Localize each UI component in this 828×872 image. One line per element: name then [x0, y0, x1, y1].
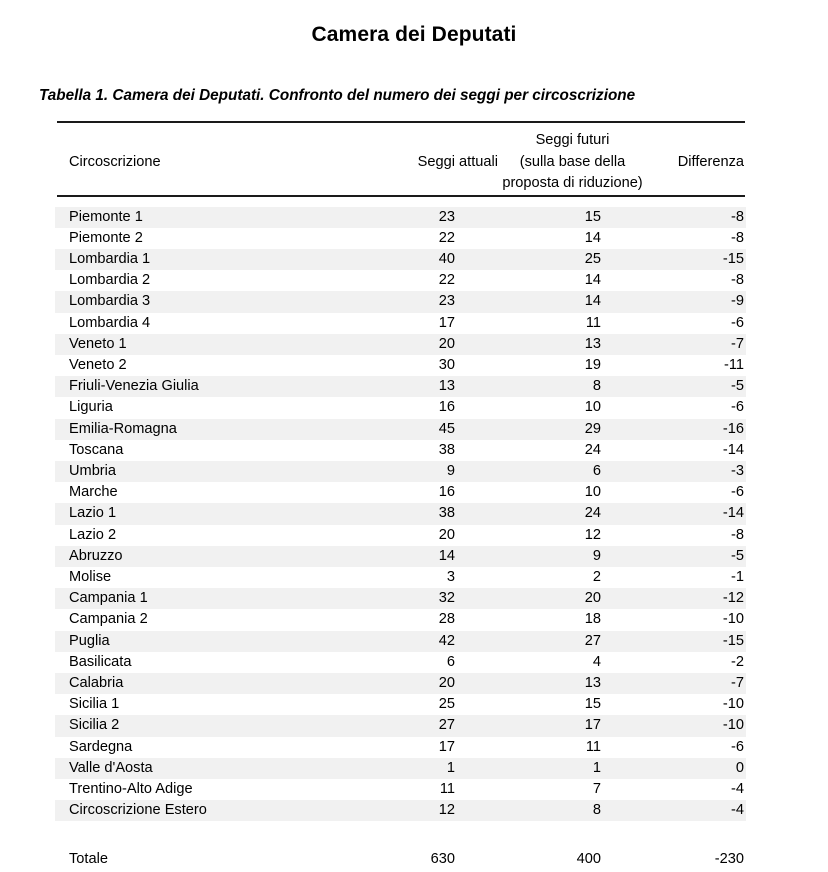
- cell-seggi-attuali: 32: [355, 588, 500, 609]
- cell-circoscrizione: Campania 1: [55, 588, 355, 609]
- cell-seggi-futuri: 6: [500, 461, 645, 482]
- cell-differenza: -14: [722, 441, 744, 458]
- table-row: [55, 503, 746, 524]
- table-row: [55, 482, 746, 503]
- cell-circoscrizione: Umbria: [55, 461, 355, 482]
- table-row: [55, 673, 746, 694]
- cell-seggi-futuri: 17: [500, 715, 645, 736]
- cell-differenza: -2: [731, 653, 744, 670]
- cell-seggi-futuri: 4: [592, 653, 601, 670]
- total-seggi-attuali: 630: [355, 846, 500, 872]
- cell-differenza: -6: [731, 314, 744, 331]
- cell-seggi-futuri: 13: [500, 334, 645, 355]
- header-name-blank-3: [55, 173, 355, 195]
- total-gap-cell: [55, 821, 746, 846]
- cell-seggi-attuali: 11: [439, 780, 455, 797]
- cell-seggi-attuali: 16: [438, 484, 455, 501]
- header-row-line2: [55, 152, 746, 174]
- cell-differenza: -10: [645, 715, 746, 736]
- cell-differenza: -5: [645, 376, 746, 397]
- header-row-line1: [55, 130, 746, 152]
- table-row: [55, 270, 746, 291]
- cell-circoscrizione: Veneto 2: [69, 356, 127, 373]
- total-gap-row: [55, 821, 746, 846]
- cell-differenza: -8: [645, 207, 746, 228]
- cell-seggi-futuri: 13: [500, 673, 645, 694]
- seats-table-body: [55, 197, 746, 872]
- cell-seggi-attuali: 30: [438, 356, 455, 373]
- header-future-line3: proposta di riduzione): [502, 175, 643, 191]
- table-row: [55, 291, 746, 312]
- header-future-line2: (sulla base della: [519, 153, 626, 170]
- cell-differenza: -12: [645, 588, 746, 609]
- cell-seggi-attuali: 3: [446, 568, 455, 585]
- cell-seggi-futuri: 25: [500, 249, 645, 270]
- cell-circoscrizione: Sardegna: [69, 738, 133, 755]
- cell-seggi-futuri: 10: [584, 484, 601, 501]
- cell-seggi-futuri: 24: [500, 503, 645, 524]
- cell-circoscrizione: Trentino-Alto Adige: [69, 780, 193, 797]
- cell-seggi-attuali: 12: [355, 800, 500, 821]
- cell-circoscrizione: Liguria: [69, 399, 113, 416]
- table-row: [55, 609, 746, 630]
- cell-circoscrizione: Basilicata: [69, 653, 132, 670]
- cell-seggi-attuali: 22: [438, 272, 455, 289]
- cell-seggi-futuri: 2: [592, 568, 601, 585]
- cell-seggi-attuali: 13: [355, 376, 500, 397]
- table-row: [55, 567, 746, 588]
- cell-circoscrizione: Lombardia 3: [55, 291, 355, 312]
- cell-seggi-futuri: 20: [500, 588, 645, 609]
- table-row: [55, 397, 746, 418]
- seats-table: [55, 123, 746, 195]
- cell-seggi-attuali: 25: [438, 696, 455, 713]
- cell-circoscrizione: Toscana: [69, 441, 124, 458]
- cell-differenza: -16: [645, 419, 746, 440]
- cell-circoscrizione: Piemonte 2: [69, 229, 143, 246]
- cell-seggi-attuali: 20: [355, 673, 500, 694]
- cell-differenza: -10: [722, 611, 744, 628]
- cell-circoscrizione: Puglia: [55, 631, 355, 652]
- total-row: [55, 846, 746, 872]
- cell-seggi-futuri: 14: [584, 272, 601, 289]
- cell-seggi-futuri: 14: [500, 291, 645, 312]
- cell-circoscrizione: Calabria: [55, 673, 355, 694]
- cell-circoscrizione: Emilia-Romagna: [55, 419, 355, 440]
- cell-circoscrizione: Lazio 1: [55, 503, 355, 524]
- cell-circoscrizione: Valle d'Aosta: [55, 758, 355, 779]
- table-row: [55, 631, 746, 652]
- table-caption: Tabella 1. Camera dei Deputati. Confronto del numero dei seggi per circoscrizione: [39, 87, 636, 104]
- cell-seggi-attuali: 38: [355, 503, 500, 524]
- cell-seggi-attuali: 6: [446, 653, 455, 670]
- cell-seggi-futuri: 11: [585, 314, 601, 331]
- cell-seggi-attuali: 23: [355, 207, 500, 228]
- cell-differenza: -15: [645, 631, 746, 652]
- cell-seggi-futuri: 1: [500, 758, 645, 779]
- cell-circoscrizione: Piemonte 1: [55, 207, 355, 228]
- cell-seggi-attuali: 38: [438, 441, 455, 458]
- header-spacer-row: [55, 123, 746, 130]
- table-row: [55, 652, 746, 673]
- cell-seggi-futuri: 15: [500, 207, 645, 228]
- table-row: [55, 376, 746, 397]
- header-row-line3: [55, 173, 746, 195]
- table-row: [55, 588, 746, 609]
- cell-differenza: -3: [645, 461, 746, 482]
- cell-seggi-futuri: 11: [585, 738, 601, 755]
- cell-differenza: -6: [731, 399, 744, 416]
- cell-circoscrizione: Marche: [69, 484, 118, 501]
- cell-seggi-attuali: 22: [438, 229, 455, 246]
- cell-circoscrizione: Circoscrizione Estero: [55, 800, 355, 821]
- header-future-line1: Seggi futuri: [535, 132, 610, 148]
- cell-seggi-futuri: 12: [584, 526, 601, 543]
- table-row: [55, 207, 746, 228]
- cell-differenza: -14: [645, 503, 746, 524]
- cell-differenza: -15: [645, 249, 746, 270]
- cell-seggi-futuri: 18: [584, 611, 601, 628]
- cell-seggi-attuali: 17: [438, 738, 455, 755]
- cell-seggi-attuali: 14: [355, 546, 500, 567]
- cell-differenza: -7: [645, 334, 746, 355]
- cell-circoscrizione: Lombardia 1: [55, 249, 355, 270]
- table-row: [55, 715, 746, 736]
- cell-seggi-futuri: 9: [500, 546, 645, 567]
- cell-differenza: -11: [723, 356, 744, 373]
- cell-differenza: -1: [731, 568, 744, 585]
- header-differenza: Differenza: [677, 153, 744, 170]
- total-seggi-futuri: 400: [500, 846, 645, 872]
- header-current-blank-1: [355, 130, 500, 152]
- table-row: [55, 461, 746, 482]
- table-row: [55, 758, 746, 779]
- cell-seggi-attuali: 40: [355, 249, 500, 270]
- cell-circoscrizione: Campania 2: [69, 611, 148, 628]
- table-row: [55, 355, 746, 376]
- cell-seggi-futuri: 14: [584, 229, 601, 246]
- cell-differenza: -6: [731, 738, 744, 755]
- cell-circoscrizione: Sicilia 1: [69, 696, 120, 713]
- cell-seggi-attuali: 23: [355, 291, 500, 312]
- table-row: [55, 525, 746, 546]
- cell-seggi-futuri: 7: [592, 780, 601, 797]
- header-current-blank-3: [355, 173, 500, 195]
- header-difference-blank-1: [645, 130, 746, 152]
- cell-differenza: -9: [645, 291, 746, 312]
- header-seggi-attuali: Seggi attuali: [417, 153, 498, 170]
- cell-seggi-futuri: 19: [584, 356, 601, 373]
- cell-circoscrizione: Sicilia 2: [55, 715, 355, 736]
- cell-seggi-futuri: 24: [584, 441, 601, 458]
- cell-circoscrizione: Lombardia 2: [69, 272, 151, 289]
- cell-seggi-futuri: 10: [584, 399, 601, 416]
- cell-circoscrizione: Abruzzo: [55, 546, 355, 567]
- table-row: [55, 800, 746, 821]
- cell-differenza: -8: [731, 526, 744, 543]
- page-title: Camera dei Deputati: [311, 23, 517, 46]
- header-name-blank-1: [55, 130, 355, 152]
- cell-circoscrizione: Friuli-Venezia Giulia: [55, 376, 355, 397]
- cell-seggi-futuri: 8: [500, 376, 645, 397]
- table-row: [55, 694, 746, 715]
- cell-seggi-attuali: 9: [355, 461, 500, 482]
- header-circoscrizione: Circoscrizione: [69, 153, 161, 170]
- cell-seggi-attuali: 1: [355, 758, 500, 779]
- header-top-spacer: [55, 123, 746, 130]
- table-row: [55, 737, 746, 758]
- cell-circoscrizione: Lombardia 4: [69, 314, 151, 331]
- table-row: [55, 249, 746, 270]
- total-differenza: -230: [645, 846, 746, 872]
- cell-seggi-attuali: 16: [438, 399, 455, 416]
- cell-seggi-futuri: 29: [500, 419, 645, 440]
- cell-differenza: 0: [645, 758, 746, 779]
- cell-differenza: -4: [645, 800, 746, 821]
- cell-differenza: -4: [731, 780, 744, 797]
- cell-circoscrizione: Lazio 2: [69, 526, 117, 543]
- cell-differenza: -10: [722, 696, 744, 713]
- table-row: [55, 779, 746, 800]
- table-row: [55, 440, 746, 461]
- seats-table-container: [55, 121, 746, 872]
- cell-seggi-attuali: 20: [355, 334, 500, 355]
- cell-seggi-attuali: 17: [438, 314, 455, 331]
- cell-differenza: -6: [731, 484, 744, 501]
- table-row: [55, 313, 746, 334]
- cell-seggi-attuali: 27: [355, 715, 500, 736]
- table-header: [55, 123, 746, 195]
- cell-seggi-attuali: 20: [438, 526, 455, 543]
- cell-differenza: -8: [731, 272, 744, 289]
- header-difference-blank-3: [645, 173, 746, 195]
- cell-seggi-attuali: 42: [355, 631, 500, 652]
- cell-seggi-futuri: 27: [500, 631, 645, 652]
- cell-circoscrizione: Molise: [69, 568, 112, 585]
- table-row: [55, 419, 746, 440]
- cell-differenza: -5: [645, 546, 746, 567]
- cell-differenza: -8: [731, 229, 744, 246]
- cell-differenza: -7: [645, 673, 746, 694]
- table-row: [55, 228, 746, 249]
- seats-table-body-wrapper: [55, 197, 746, 872]
- table-row: [55, 334, 746, 355]
- cell-circoscrizione: Veneto 1: [55, 334, 355, 355]
- body-top-spacer: [55, 197, 746, 207]
- cell-seggi-attuali: 28: [438, 611, 455, 628]
- cell-seggi-futuri: 8: [500, 800, 645, 821]
- body-top-spacer-row: [55, 197, 746, 207]
- table-row: [55, 546, 746, 567]
- cell-seggi-futuri: 15: [584, 696, 601, 713]
- cell-seggi-attuali: 45: [355, 419, 500, 440]
- total-label: Totale: [55, 846, 355, 872]
